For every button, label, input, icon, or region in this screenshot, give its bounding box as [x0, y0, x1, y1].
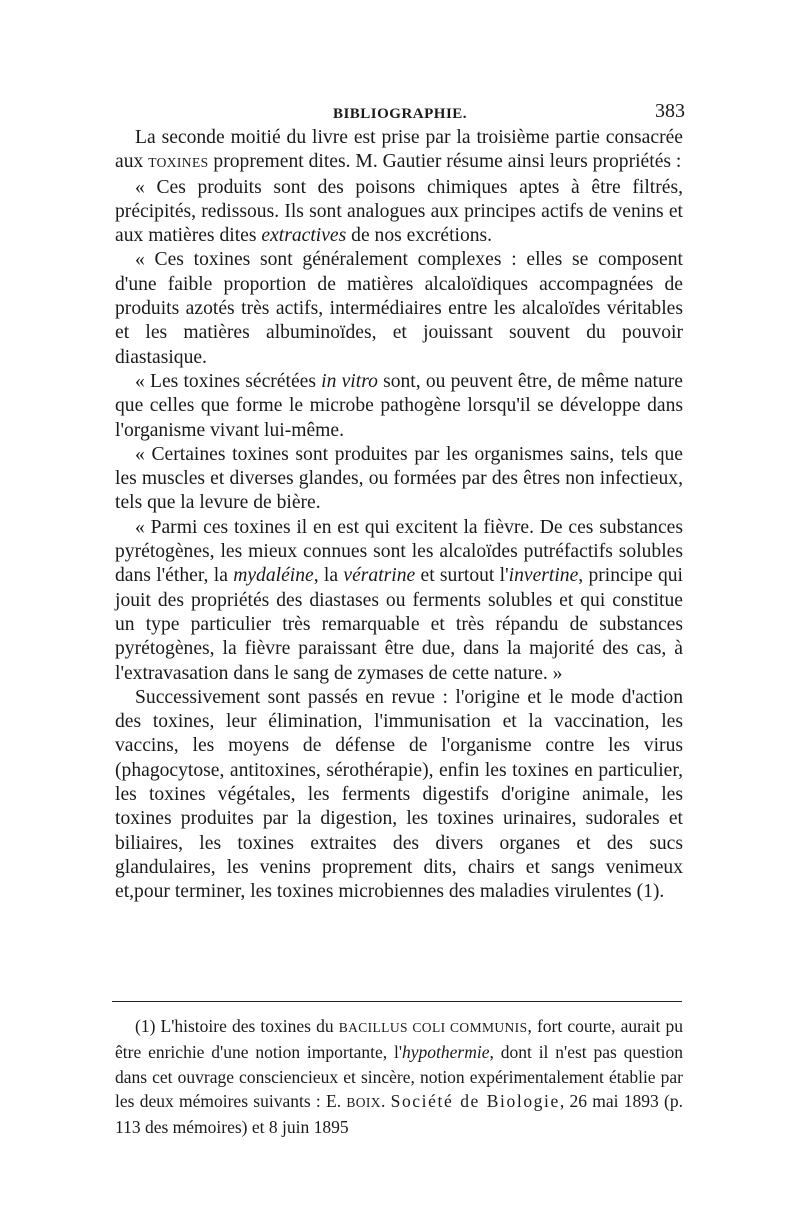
paragraph: Successivement sont passés en revue : l'origine et le mode d'action des toxines, leur élimination, l'immunisation et la vaccination, les vaccins, les moyens de défense de l'organisme contre les virus (phagocytose, antitoxines, sérothérapie), enfin les toxines en particulier, les toxines végétales, les ferments digestifs d'origine animale, les toxines produites par la digestion, les toxines urinaires, sudorales et biliaires, les toxines extraites des divers organes et des sucs glandulaires, les venins proprement dits, chairs et sangs venimeux et,pour terminer, les toxines microbiennes des maladies virulentes (1).	[115, 686, 683, 903]
text-run: , dont il n'est pas question dans cet ouvrage consciencieux et sincère, notion expérimentalement établie par les deux mémoires suivants : E.	[115, 1042, 683, 1111]
paragraph: « Certaines toxines sont produites par les organismes sains, tels que les muscles et diverses glandes, ou formées par des êtres non infectieux, tels que la levure de bière.	[115, 443, 683, 514]
small-caps-term: TOXINES	[148, 155, 209, 171]
paragraph	[115, 370, 683, 443]
paragraph	[115, 516, 683, 686]
page-number: 383	[655, 100, 685, 122]
text-run: .	[380, 1090, 391, 1111]
text-run: , la	[313, 565, 344, 587]
text-run: et surtout l'	[415, 565, 509, 587]
paragraph	[115, 126, 683, 176]
journal-title: Société de Biologie	[390, 1090, 560, 1111]
italic-term: extractives	[261, 225, 347, 247]
footnote	[115, 1014, 683, 1139]
footnote-paragraph	[115, 1014, 683, 1139]
text-run: , fort courte, aurait pu être enrichie d'une notion importante, l'	[115, 1016, 684, 1063]
text-run: , principe qui jouit des propriétés des diastases ou ferments solubles et qui constitue un type particulier très remarquable et très répandu de substances pyrétogènes, la fièvre paraissant être due, dans la majorité des cas, à l'extravasation dans le sang de zymases de cette nature. »	[115, 565, 684, 684]
small-caps-term: BACILLUS COLI COMMUNIS	[338, 1020, 528, 1035]
text-run: « Ces produits sont des poisons chimiques aptes à être filtrés, précipités, redissous. Ils sont analogues aux principes actifs de venins et aux matières dites	[115, 176, 683, 247]
italic-term: invertine	[508, 565, 579, 587]
text-run: de nos excrétions.	[346, 225, 493, 247]
body-text	[115, 126, 683, 905]
text-run: « Les toxines sécrétées	[135, 370, 322, 392]
italic-term: in vitro	[321, 370, 378, 392]
italic-term: vératrine	[343, 565, 416, 587]
text-run: (1) L'histoire des toxines du	[135, 1016, 339, 1036]
footnote-divider	[112, 1001, 682, 1002]
text-run: , 26 mai 1893 (p. 113 des mémoires) et 8 juin 1895	[115, 1090, 684, 1138]
paragraph	[115, 176, 683, 249]
text-run: La seconde moitié du livre est prise par la troisième partie consacrée aux	[115, 127, 683, 173]
running-title: BIBLIOGRAPHIE.	[332, 106, 468, 122]
italic-term: mydaléine	[233, 565, 314, 587]
small-caps-author: BOIX	[346, 1094, 381, 1110]
text-run: sont, ou peuvent être, de même nature que celles que forme le microbe pathogène lorsqu'il se développe dans l'organisme vivant lui-même.	[115, 370, 684, 441]
text-run: « Parmi ces toxines il en est qui excitent la fièvre. De ces substances pyrétogènes, les mieux connues sont les alcaloïdes putréfactifs solubles dans l'éther, la	[115, 516, 683, 587]
running-head	[115, 100, 685, 126]
text-run: proprement dites. M. Gautier résume ainsi leurs propriétés :	[208, 151, 682, 173]
italic-term: hypothermie	[402, 1042, 490, 1063]
paragraph: « Ces toxines sont généralement complexes : elles se composent d'une faible proportion de matières alcaloïdiques accompagnées de produits azotés très actifs, intermédiaires entre les alcaloïdes véritables et les matières albuminoïdes, et jouissant souvent du pouvoir diastasique.	[115, 249, 683, 368]
